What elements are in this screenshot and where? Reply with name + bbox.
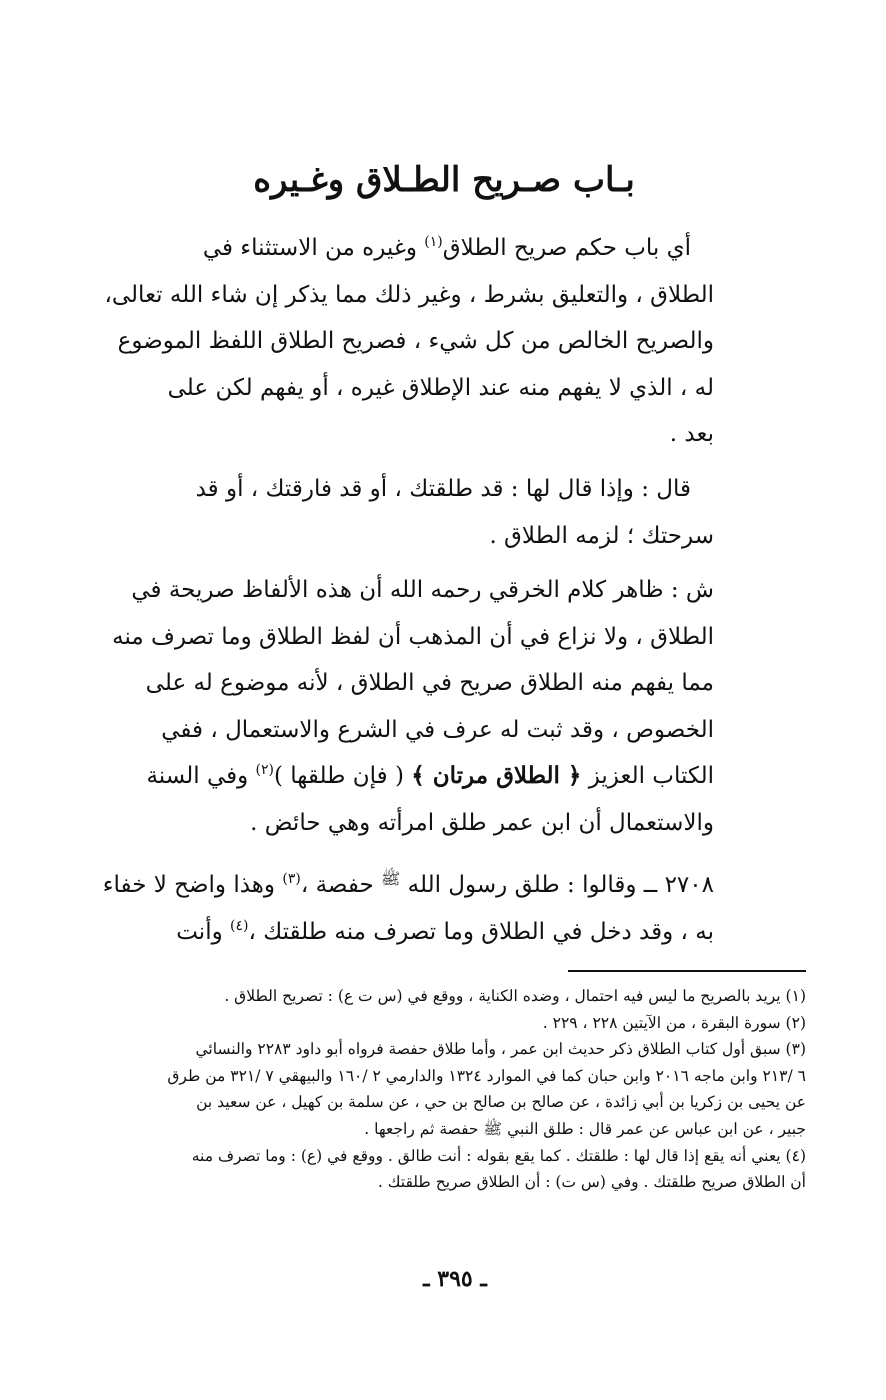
footnote-ref-1: (١) <box>424 234 443 250</box>
paragraph-matn <box>156 466 714 559</box>
paragraph-line: الطلاق ، والتعليق بشرط ، وغير ذلك مما يذكر إن شاء الله تعالى، <box>104 281 714 308</box>
footnote-line: عن يحيى بن زكريا بن أبي زائدة ، عن صالح بن صالح بن حي ، عن سلمة بن كهيل ، عن سعيد بن <box>196 1093 806 1112</box>
footnote-ref-2: (٢) <box>255 762 275 778</box>
footnote-separator <box>568 970 806 972</box>
footnotes <box>160 983 806 1196</box>
paragraph-line: الخصوص ، وقد ثبت له عرف في الشرع والاستعمال ، ففي <box>161 716 714 743</box>
chapter-title: بـاب صـريح الطـلاق وغـيره <box>253 159 635 200</box>
text-run: وفي السنة <box>146 763 249 789</box>
text-run: حفصة ، <box>300 872 374 898</box>
paragraph-line <box>146 753 714 800</box>
paragraph-line: بعد . <box>669 421 714 447</box>
paragraph-line <box>156 225 714 272</box>
text-run: أي باب حكم صريح الطلاق <box>442 235 691 261</box>
paragraph-line: مما يفهم منه الطلاق صريح في الطلاق ، لأنه موضوع له على <box>145 670 714 696</box>
footnote-line: جبير ، عن ابن عباس عن عمر قال : طلق النبي ﷺ حفصة ثم راجعها . <box>364 1119 806 1138</box>
page-number: ـ ٣٩٥ ـ <box>423 1266 487 1292</box>
footnote-line: (٤) يعني أنه يقع إذا قال لها : طلقتك . كما يقع بقوله : أنت طالق . ووقع في (ع) : وما تصرف منه <box>191 1146 806 1165</box>
text-run: الكتاب العزيز <box>588 763 714 789</box>
footnote-line: (١) يريد بالصريح ما ليس فيه احتمال ، وضده الكناية ، ووقع في (س ت ع) : تصريح الطلاق . <box>224 987 806 1005</box>
footnote-line: أن الطلاق صريح طلقتك . وفي (س ت) : أن الطلاق صريح طلقتك . <box>377 1173 806 1192</box>
paragraph-line <box>156 466 714 513</box>
paragraph-line: الطلاق ، ولا نزاع في أن المذهب أن لفظ الطلاق وما تصرف منه <box>112 623 714 650</box>
quran-quote-2: ( فإن طلقها ) <box>274 763 404 789</box>
paragraph-line: والاستعمال أن ابن عمر طلق امرأته وهي حائض . <box>250 809 714 836</box>
text-run: وغيره من الاستثناء في <box>202 235 417 261</box>
paragraph-numbered <box>102 862 714 955</box>
footnote-line: ٦ /٢١٣ وابن ماجه ٢٠١٦ وابن حبان كما في الموارد ١٣٢٤ والدارمي ٢ /١٦٠ والبيهقي ٧ /٣٢١ من طرق <box>167 1066 806 1085</box>
paragraph-line: سرحتك ؛ لزمه الطلاق . <box>489 522 714 549</box>
text-run: وقالوا : طلق رسول الله <box>407 872 637 898</box>
paragraph-line <box>102 862 714 909</box>
footnote-ref-4: (٤) <box>230 917 249 934</box>
text-run: به ، وقد دخل في الطلاق وما تصرف منه طلقتك ، <box>248 918 714 945</box>
paragraph-line: ش : ظاهر كلام الخرقي رحمه الله أن هذه الألفاظ صريحة في <box>131 577 714 603</box>
salawat-glyph: ﷺ <box>381 869 401 888</box>
paragraph-sharh <box>112 567 714 846</box>
text-run: قال : وإذا قال لها : قد طلقتك ، أو قد فارقتك ، أو قد <box>195 476 691 502</box>
paragraph-line <box>156 909 714 956</box>
footnote-ref-3: (٣) <box>282 871 301 887</box>
paragraph-number: ٢٧٠٨ ــ <box>643 872 714 898</box>
footnote-line: (٣) سبق أول كتاب الطلاق ذكر حديث ابن عمر ، وأما طلاق حفصة فرواه أبو داود ٢٢٨٣ والنسائي <box>195 1040 806 1059</box>
quran-quote: ﴿ الطلاق مرتان ﴾ <box>411 762 582 789</box>
footnote-line: (٢) سورة البقرة ، من الآيتين ٢٢٨ ، ٢٢٩ . <box>542 1013 806 1032</box>
text-run: وأنت <box>176 918 223 945</box>
text-run: وهذا واضح لا خفاء <box>102 872 276 898</box>
paragraph-definition <box>104 225 714 458</box>
paragraph-line: له ، الذي لا يفهم منه عند الإطلاق غيره ، أو يفهم لكن على <box>167 374 714 401</box>
paragraph-line: والصريح الخالص من كل شيء ، فصريح الطلاق اللفظ الموضوع <box>117 328 714 354</box>
